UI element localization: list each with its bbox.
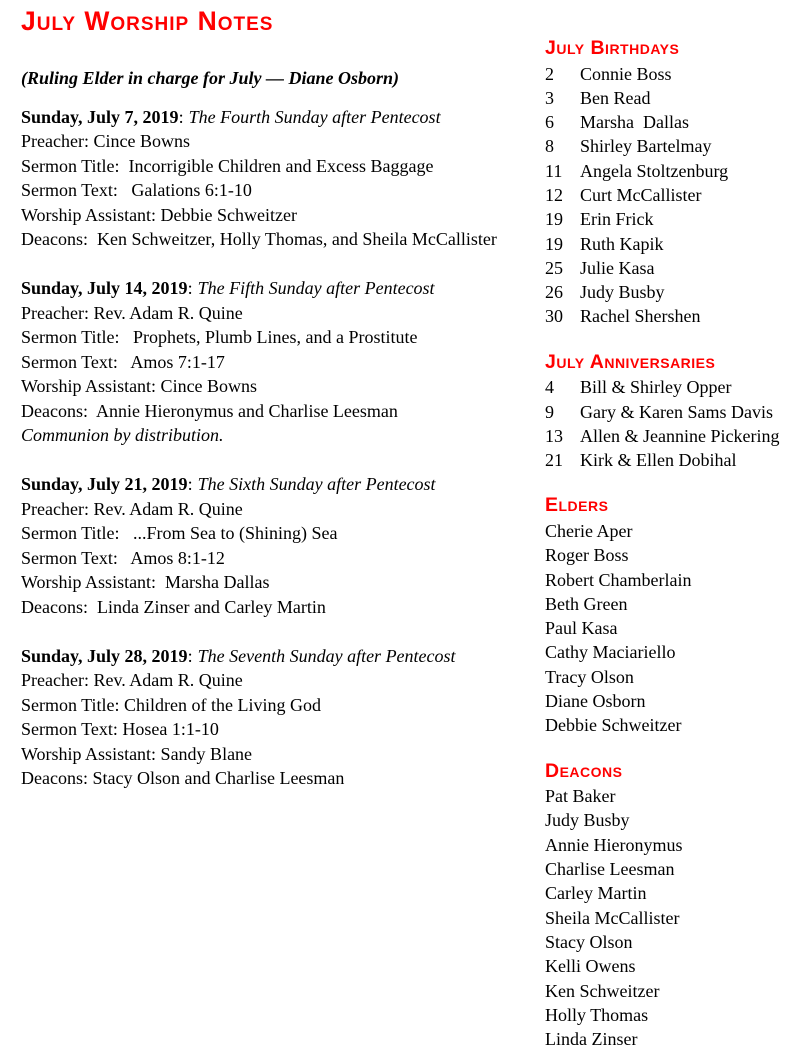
worship-assistant-line: Worship Assistant: Cince Bowns [21, 376, 258, 396]
birthday-row [545, 304, 790, 328]
birthday-row [545, 256, 790, 280]
birthday-row [545, 110, 790, 134]
sermon-title-line: Sermon Title: Prophets, Plumb Lines, and a Prostitute [21, 327, 418, 347]
deacon-name: Carley Martin [545, 883, 647, 904]
birthday-row [545, 134, 790, 158]
date-separator: : [187, 474, 193, 494]
service-block-july-21 [21, 472, 536, 619]
deacon-name: Ken Schweitzer [545, 980, 660, 1001]
anniversaries-list [545, 375, 790, 472]
deacons-line: Deacons: Annie Hieronymus and Charlise Leesman [21, 400, 398, 421]
anniversary-row [545, 448, 790, 472]
date-separator: : [187, 278, 193, 298]
worship-assistant-line: Worship Assistant: Sandy Blane [21, 743, 253, 764]
deacons-line: Deacons: Stacy Olson and Charlise Leesman [21, 768, 345, 788]
birthday-day: 26 [545, 282, 563, 303]
sunday-name: The Fifth Sunday after Pentecost [197, 278, 435, 298]
anniversaries-heading: July Anniversaries [545, 350, 716, 373]
anniversary-row [545, 375, 790, 399]
date-separator: : [178, 106, 184, 127]
deacon-name: Linda Zinser [545, 1029, 638, 1050]
sermon-text-line: Sermon Text: Amos 8:1-12 [21, 547, 225, 568]
date-separator: : [187, 645, 193, 666]
anniversary-row [545, 400, 790, 424]
birthday-day: 11 [545, 160, 563, 181]
birthday-day: 3 [545, 87, 554, 108]
deacons-list [545, 784, 790, 1051]
deacons-line: Deacons: Ken Schweitzer, Holly Thomas, and Sheila McCallister [21, 229, 497, 249]
birthday-name: Ruth Kapik [580, 233, 664, 254]
service-heading [21, 105, 536, 130]
sermon-text-line: Sermon Text: Amos 7:1-17 [21, 351, 225, 372]
birthday-name: Julie Kasa [580, 257, 655, 278]
elder-name: Diane Osborn [545, 691, 646, 712]
elder-name: Tracy Olson [545, 666, 634, 687]
anniversary-name: Bill & Shirley Opper [580, 377, 732, 398]
birthday-name: Erin Frick [580, 209, 654, 230]
deacons-heading: Deacons [545, 759, 623, 782]
preacher-line: Preacher: Cince Bowns [21, 131, 190, 151]
elder-name: Roger Boss [545, 545, 629, 566]
preacher-line: Preacher: Rev. Adam R. Quine [21, 302, 243, 323]
deacon-name: Kelli Owens [545, 956, 636, 977]
birthday-name: Rachel Shershen [580, 306, 701, 327]
deacons-section [545, 759, 790, 1052]
service-date: Sunday, July 7, 2019 [21, 106, 179, 127]
anniversary-name: Allen & Jeannine Pickering [580, 425, 780, 446]
birthday-row [545, 280, 790, 304]
sunday-name: The Fourth Sunday after Pentecost [188, 106, 441, 127]
deacon-name: Stacy Olson [545, 931, 633, 952]
service-date: Sunday, July 14, 2019 [21, 278, 188, 298]
elder-name: Debbie Schweitzer [545, 715, 682, 736]
worship-assistant-line: Worship Assistant: Debbie Schweitzer [21, 204, 298, 225]
communion-note: Communion by distribution. [21, 425, 224, 445]
anniversaries-section [545, 350, 790, 473]
birthday-day: 19 [545, 233, 563, 254]
elder-name: Cathy Maciariello [545, 642, 676, 663]
birthday-name: Marsha Dallas [580, 112, 689, 133]
anniversary-day: 9 [545, 401, 554, 422]
birthday-day: 30 [545, 306, 563, 327]
service-date: Sunday, July 21, 2019 [21, 474, 188, 494]
anniversary-day: 21 [545, 450, 563, 471]
birthday-name: Ben Read [580, 87, 651, 108]
elders-section [545, 493, 790, 737]
elder-name: Cherie Aper [545, 520, 633, 541]
sermon-text-line: Sermon Text: Galations 6:1-10 [21, 180, 252, 200]
deacon-name: Pat Baker [545, 786, 616, 807]
service-block-july-14 [21, 276, 536, 448]
birthday-row [545, 183, 790, 207]
elders-heading: Elders [545, 494, 609, 517]
birthdays-list [545, 62, 790, 329]
deacon-name: Holly Thomas [545, 1004, 649, 1025]
worship-assistant-line: Worship Assistant: Marsha Dallas [21, 572, 270, 592]
service-block-july-28 [21, 644, 536, 791]
birthday-name: Connie Boss [580, 63, 672, 84]
elder-name: Paul Kasa [545, 618, 618, 639]
deacon-name: Sheila McCallister [545, 907, 680, 928]
sermon-title-line: Sermon Title: ...From Sea to (Shining) Sea [21, 523, 338, 543]
sunday-name: The Seventh Sunday after Pentecost [197, 645, 456, 666]
anniversary-name: Gary & Karen Sams Davis [580, 401, 773, 422]
birthday-row [545, 86, 790, 110]
sermon-title-line: Sermon Title: Children of the Living God [21, 694, 321, 715]
elder-name: Robert Chamberlain [545, 569, 692, 590]
ruling-elder-note: (Ruling Elder in charge for July — Diane Osborn) [21, 68, 400, 88]
birthdays-heading: July Birthdays [545, 37, 680, 59]
birthday-row [545, 232, 790, 256]
birthday-day: 6 [545, 112, 554, 133]
birthday-day: 2 [545, 63, 554, 84]
birthday-name: Shirley Bartelmay [580, 136, 712, 157]
elder-name: Beth Green [545, 593, 628, 614]
sermon-text-line: Sermon Text: Hosea 1:1-10 [21, 719, 219, 739]
service-date: Sunday, July 28, 2019 [21, 645, 188, 666]
deacon-name: Judy Busby [545, 810, 630, 831]
anniversary-day: 4 [545, 377, 554, 398]
preacher-line: Preacher: Rev. Adam R. Quine [21, 498, 243, 519]
anniversary-name: Kirk & Ellen Dobihal [580, 450, 737, 471]
rosters-column [545, 36, 790, 1051]
preacher-line: Preacher: Rev. Adam R. Quine [21, 670, 243, 690]
elders-list [545, 519, 790, 738]
birthday-name: Curt McCallister [580, 184, 702, 205]
birthdays-section [545, 36, 790, 329]
birthday-day: 8 [545, 136, 554, 157]
birthday-day: 12 [545, 184, 563, 205]
service-heading [21, 644, 536, 669]
deacon-name: Annie Hieronymus [545, 834, 683, 855]
service-heading [21, 472, 536, 497]
deacon-name: Charlise Leesman [545, 859, 675, 880]
birthday-row [545, 159, 790, 183]
birthday-row [545, 207, 790, 231]
birthday-row [545, 62, 790, 86]
anniversary-day: 13 [545, 425, 563, 446]
sermon-title-line: Sermon Title: Incorrigible Children and Excess Baggage [21, 155, 434, 176]
birthday-name: Angela Stoltzenburg [580, 160, 729, 181]
birthday-day: 25 [545, 257, 563, 278]
deacons-line: Deacons: Linda Zinser and Carley Martin [21, 596, 326, 617]
birthday-name: Judy Busby [580, 282, 665, 303]
anniversary-row [545, 424, 790, 448]
birthday-day: 19 [545, 209, 563, 230]
service-block-july-7 [21, 105, 536, 252]
sunday-name: The Sixth Sunday after Pentecost [197, 474, 436, 494]
service-heading [21, 276, 536, 301]
page-title: July Worship Notes [21, 6, 274, 36]
worship-notes-column [21, 8, 536, 791]
